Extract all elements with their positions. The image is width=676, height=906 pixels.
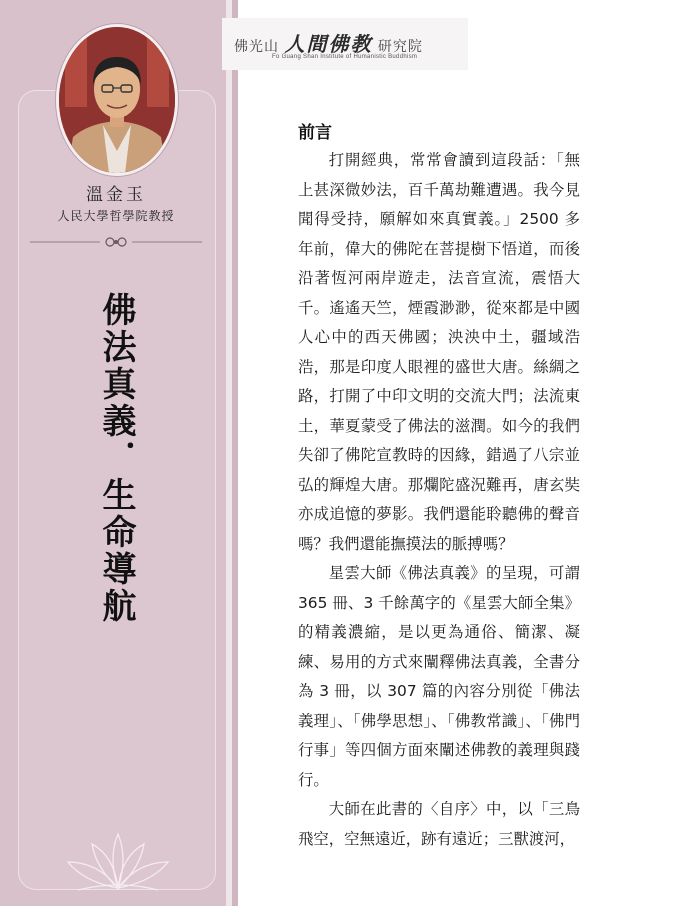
paragraph: 打開經典，常常會讀到這段話：「無上甚深微妙法，百千萬劫難遭遇。我今見聞得受持，願解如來真實義。」2500 多年前，偉大的佛陀在菩提樹下悟道，而後沿著恆河兩岸遊走，法音宣流，震悟大千。遙遙天竺，煙霞渺渺，從來都是中國人心中的西天佛國；泱泱中土，疆域浩浩，那是印度人眼裡的盛世大唐。絲綢之路，打開了中印文明的交流大門；法流東土，華夏蒙受了佛法的滋潤。如今的我們失卻了佛陀宣教時的因緣，錯過了八宗並弘的輝煌大唐。那爛陀盛況難再，唐玄奘亦成追憶的夢影。我們還能聆聽佛的聲音嗎？我們還能撫摸法的脈搏嗎？	[298, 151, 580, 553]
header-brand	[234, 28, 423, 57]
paragraph: 星雲大師《佛法真義》的呈現，可謂 365 冊、3 千餘萬字的《星雲大師全集》的精義濃縮，是以更為通俗、簡潔、凝練、易用的方式來闡釋佛法真義，全書分為 3 冊，以 307 篇的內容分別從「佛法義理」、「佛學思想」、「佛教常識」、「佛門行事」等四個方面來闡述佛教的義理與踐行。	[298, 564, 580, 789]
ornament-divider	[30, 232, 202, 252]
brand-prefix: 佛光山	[234, 39, 279, 55]
book-title-vertical: 佛法真義．生命導航	[96, 292, 136, 625]
article-body	[298, 146, 580, 854]
header-subtitle: Fo Guang Shan Institute of Humanistic Buddhism	[272, 54, 418, 60]
section-heading: 前言	[298, 123, 332, 143]
brand-calligraphy: 人間佛教	[284, 32, 373, 56]
paragraph: 大師在此書的〈自序〉中，以「三鳥飛空，空無遠近，跡有遠近；三獸渡河，	[298, 800, 580, 848]
brand-suffix: 研究院	[377, 39, 423, 55]
author-portrait	[56, 24, 178, 176]
author-name: 溫金玉	[86, 185, 146, 205]
lotus-icon	[58, 828, 178, 892]
author-title: 人民大學哲學院教授	[57, 209, 175, 223]
sidebar-edge-shadow	[232, 0, 238, 906]
